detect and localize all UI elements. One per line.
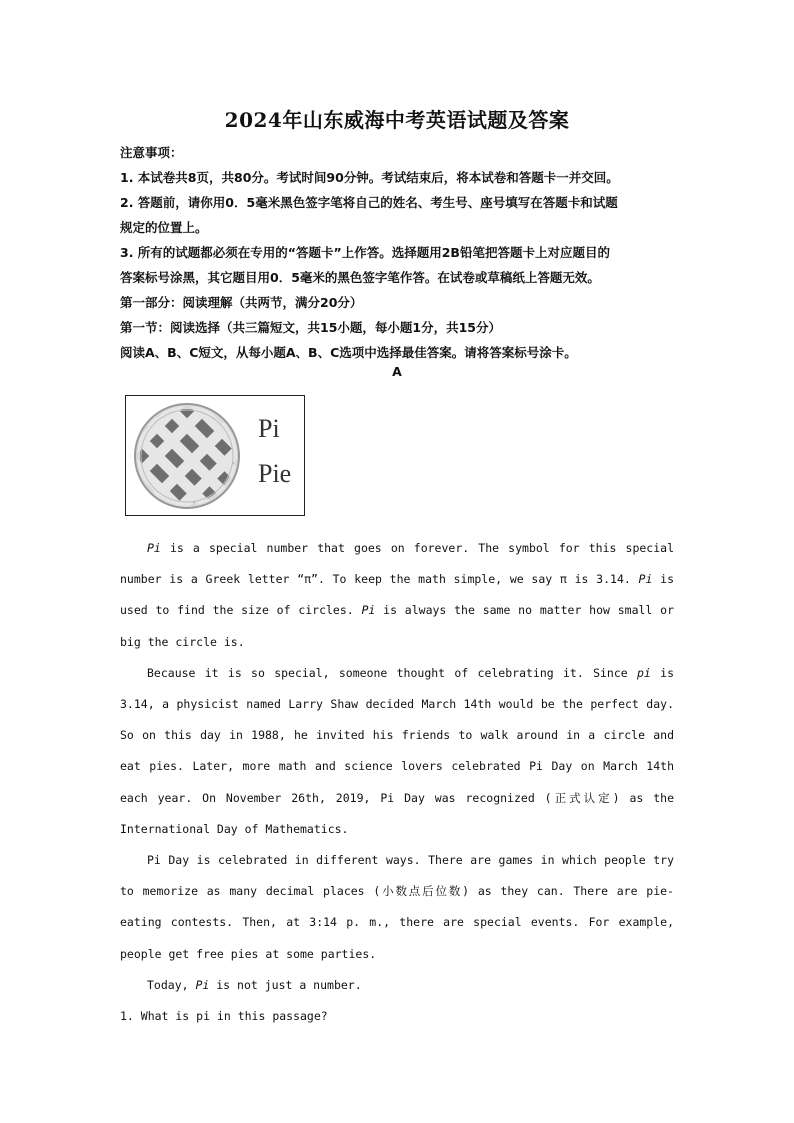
note-line: 1. 本试卷共8页，共80分。考试时间90分钟。考试结束后，将本试卷和答题卡一并交回。: [120, 170, 619, 185]
figure-word-pie: Pie: [258, 459, 292, 488]
text-span: is used to find the size of circles.: [120, 572, 674, 618]
page-title: 2024年山东威海中考英语试题及答案: [224, 108, 570, 132]
text-span: Because it is so special, someone thought of celebrating it. Since: [147, 665, 637, 680]
italic-pi: Pi: [147, 541, 161, 555]
note-line: 答案标号涂黑，其它题目用0．5毫米的黑色签字笔作答。在试卷或草稿纸上答题无效。: [120, 270, 600, 285]
italic-pi: pi: [636, 665, 651, 680]
question-1: 1. What is pi in this passage?: [120, 1009, 328, 1024]
text-span: is not just a number.: [209, 977, 362, 992]
note-line: 规定的位置上。: [120, 220, 208, 235]
paragraph-3: Pi Day is celebrated in different ways. There are games in which people try to memorize as many decimal places (小数点后位数) as they can. There are pie-eating contests. Then, at 3:14 p. m., there are special events. For example, people get free pies at some parties.: [120, 853, 674, 961]
italic-pi: Pi: [361, 603, 376, 618]
instructions: 阅读A、B、C短文，从每小题A、B、C选项中选择最佳答案。请将答案标号涂卡。: [120, 345, 577, 360]
text-span: is 3.14, a physicist named Larry Shaw decided March 14th would be the perfect day. So on this day in 1988, he invited his friends to walk around in a circle and eat pies. Later, more math and science lovers celebrated Pi Day on March 14th each year. On November 26th, 2019, Pi Day was recognized (正式认定) as the International Day of Mathematics.: [120, 665, 674, 836]
italic-pi: Pi: [638, 572, 653, 587]
pie-figure: [125, 395, 305, 516]
note-line: 3. 所有的试题都必须在专用的“答题卡”上作答。选择题用2B铅笔把答题卡上对应题目的: [120, 245, 610, 260]
section-heading: 第一节：阅读选择（共三篇短文，共15小题，每小题1分，共15分）: [120, 320, 501, 335]
figure-word-pi: Pi: [258, 414, 280, 443]
notes-heading: 注意事项：: [120, 145, 183, 160]
text-span: is always the same no matter how small or big the circle is.: [120, 603, 674, 649]
pie-lattice-icon: [132, 401, 242, 511]
text-span: Today,: [147, 977, 196, 992]
text-span: is a special number that goes on forever. The symbol for this special number is a Greek letter “π”. To keep the math simple, we say π is 3.14.: [120, 541, 674, 587]
italic-pi: Pi: [195, 977, 210, 992]
exam-notes: [120, 140, 680, 365]
note-line: 2. 答题前，请你用0．5毫米黑色签字笔将自己的姓名、考生号、座号填写在答题卡和试题: [120, 195, 618, 210]
passage-label: A: [392, 364, 402, 379]
passage-body: [120, 533, 674, 1032]
paragraph-4: [120, 970, 674, 1001]
part-heading: 第一部分：阅读理解（共两节，满分20分）: [120, 295, 363, 310]
paragraph-1: [120, 533, 674, 658]
paragraph-2: [120, 658, 674, 845]
